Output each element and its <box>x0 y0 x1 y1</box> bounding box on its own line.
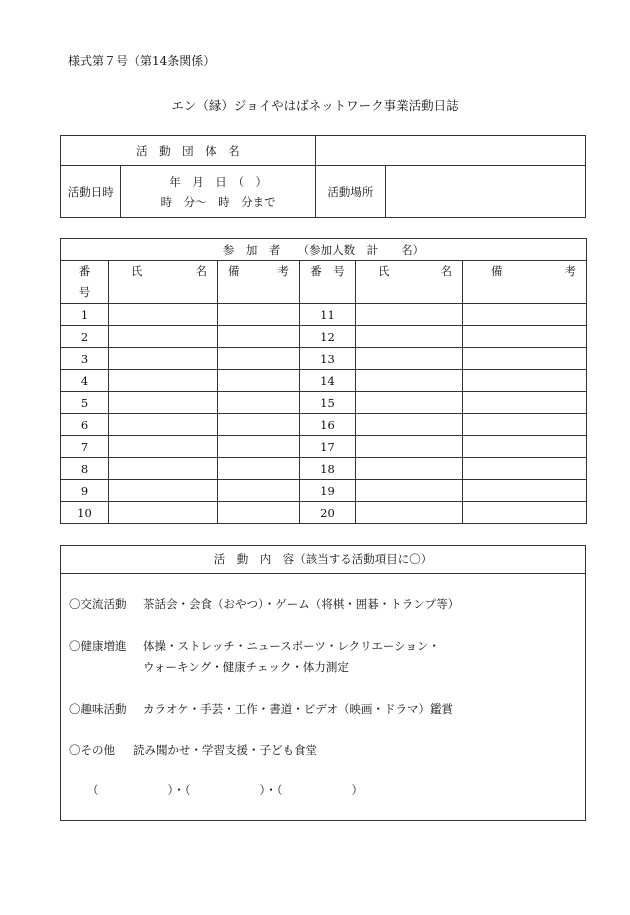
row-number: 4 <box>61 370 109 392</box>
col-number2-header: 番 号 <box>300 261 356 304</box>
name-cell[interactable] <box>109 414 218 436</box>
group-name-label: 活 動 団 体 名 <box>61 136 316 166</box>
note-cell[interactable] <box>463 436 587 458</box>
participant-row <box>61 414 587 436</box>
name-cell[interactable] <box>356 348 463 370</box>
col-name-header: 氏 名 <box>109 261 218 304</box>
date-line: 年 月 日 （ ） <box>169 174 267 189</box>
participant-row <box>61 348 587 370</box>
place-field[interactable] <box>386 166 586 218</box>
participant-row <box>61 458 587 480</box>
row-number: 12 <box>300 326 356 348</box>
row-number: 8 <box>61 458 109 480</box>
note-cell[interactable] <box>463 370 587 392</box>
row-number: 7 <box>61 436 109 458</box>
participant-row <box>61 370 587 392</box>
col-name2-header: 氏 名 <box>356 261 463 304</box>
name-cell[interactable] <box>109 458 218 480</box>
place-label: 活動場所 <box>315 166 385 218</box>
row-number: 9 <box>61 480 109 502</box>
note-cell[interactable] <box>463 414 587 436</box>
note-cell[interactable] <box>463 480 587 502</box>
document-title: エン（縁）ジョイやはばネットワーク事業活動日誌 <box>171 98 459 113</box>
row-number: 5 <box>61 392 109 414</box>
name-cell[interactable] <box>356 458 463 480</box>
col-number-header: 番 号 <box>61 261 109 304</box>
name-cell[interactable] <box>356 392 463 414</box>
name-cell[interactable] <box>109 348 218 370</box>
activity-free-entry[interactable]: （ ）・（ ）・（ ） <box>87 783 363 797</box>
participant-row <box>61 436 587 458</box>
note-cell[interactable] <box>218 370 300 392</box>
note-cell[interactable] <box>218 480 300 502</box>
row-number: 13 <box>300 348 356 370</box>
activity-exchange[interactable]: 〇交流活動 茶話会・会食（おやつ）・ゲーム（将棋・囲碁・トランプ等） <box>69 597 460 611</box>
name-cell[interactable] <box>356 502 463 524</box>
participants-header: 参 加 者 （参加人数 計 名） <box>61 239 587 261</box>
note-cell[interactable] <box>218 414 300 436</box>
activity-health-line2: ウォーキング・健康チェック・体力測定 <box>143 660 349 674</box>
datetime-field[interactable] <box>121 166 315 218</box>
name-cell[interactable] <box>356 480 463 502</box>
note-cell[interactable] <box>463 458 587 480</box>
name-cell[interactable] <box>356 414 463 436</box>
note-cell[interactable] <box>218 458 300 480</box>
note-cell[interactable] <box>463 392 587 414</box>
name-cell[interactable] <box>356 326 463 348</box>
row-number: 6 <box>61 414 109 436</box>
note-cell[interactable] <box>463 304 587 326</box>
note-cell[interactable] <box>218 502 300 524</box>
row-number: 17 <box>300 436 356 458</box>
activity-other[interactable]: 〇その他 読み聞かせ・学習支援・子ども食堂 <box>69 743 317 757</box>
name-cell[interactable] <box>356 304 463 326</box>
row-number: 20 <box>300 502 356 524</box>
row-number: 14 <box>300 370 356 392</box>
datetime-label: 活動日時 <box>61 166 121 218</box>
name-cell[interactable] <box>109 370 218 392</box>
name-cell[interactable] <box>109 502 218 524</box>
participant-row <box>61 392 587 414</box>
note-cell[interactable] <box>463 502 587 524</box>
row-number: 11 <box>300 304 356 326</box>
note-cell[interactable] <box>218 326 300 348</box>
row-number: 18 <box>300 458 356 480</box>
name-cell[interactable] <box>109 392 218 414</box>
note-cell[interactable] <box>218 436 300 458</box>
activity-health[interactable]: 〇健康増進 体操・ストレッチ・ニュースポーツ・レクリエーション・ <box>69 639 440 653</box>
col-note2-header: 備 考 <box>463 261 587 304</box>
row-number: 3 <box>61 348 109 370</box>
activities-header: 活 動 内 容（該当する活動項目に〇） <box>61 546 585 574</box>
row-number: 19 <box>300 480 356 502</box>
activities-box <box>60 545 586 821</box>
info-table <box>60 135 586 218</box>
group-name-field[interactable] <box>315 136 585 166</box>
activity-hobby[interactable]: 〇趣味活動 カラオケ・手芸・工作・書道・ビデオ（映画・ドラマ）鑑賞 <box>69 702 454 716</box>
name-cell[interactable] <box>109 304 218 326</box>
note-cell[interactable] <box>463 326 587 348</box>
participant-row <box>61 304 587 326</box>
row-number: 10 <box>61 502 109 524</box>
name-cell[interactable] <box>356 370 463 392</box>
note-cell[interactable] <box>218 392 300 414</box>
note-cell[interactable] <box>463 348 587 370</box>
name-cell[interactable] <box>109 326 218 348</box>
participant-row <box>61 480 587 502</box>
name-cell[interactable] <box>356 436 463 458</box>
name-cell[interactable] <box>109 480 218 502</box>
row-number: 2 <box>61 326 109 348</box>
row-number: 1 <box>61 304 109 326</box>
col-note-header: 備 考 <box>218 261 300 304</box>
participant-row <box>61 502 587 524</box>
note-cell[interactable] <box>218 304 300 326</box>
time-line: 時 分～ 時 分まで <box>160 194 276 209</box>
row-number: 15 <box>300 392 356 414</box>
participant-row <box>61 326 587 348</box>
name-cell[interactable] <box>109 436 218 458</box>
row-number: 16 <box>300 414 356 436</box>
form-number: 様式第７号（第14条関係） <box>68 54 216 68</box>
note-cell[interactable] <box>218 348 300 370</box>
participants-table <box>60 238 587 524</box>
